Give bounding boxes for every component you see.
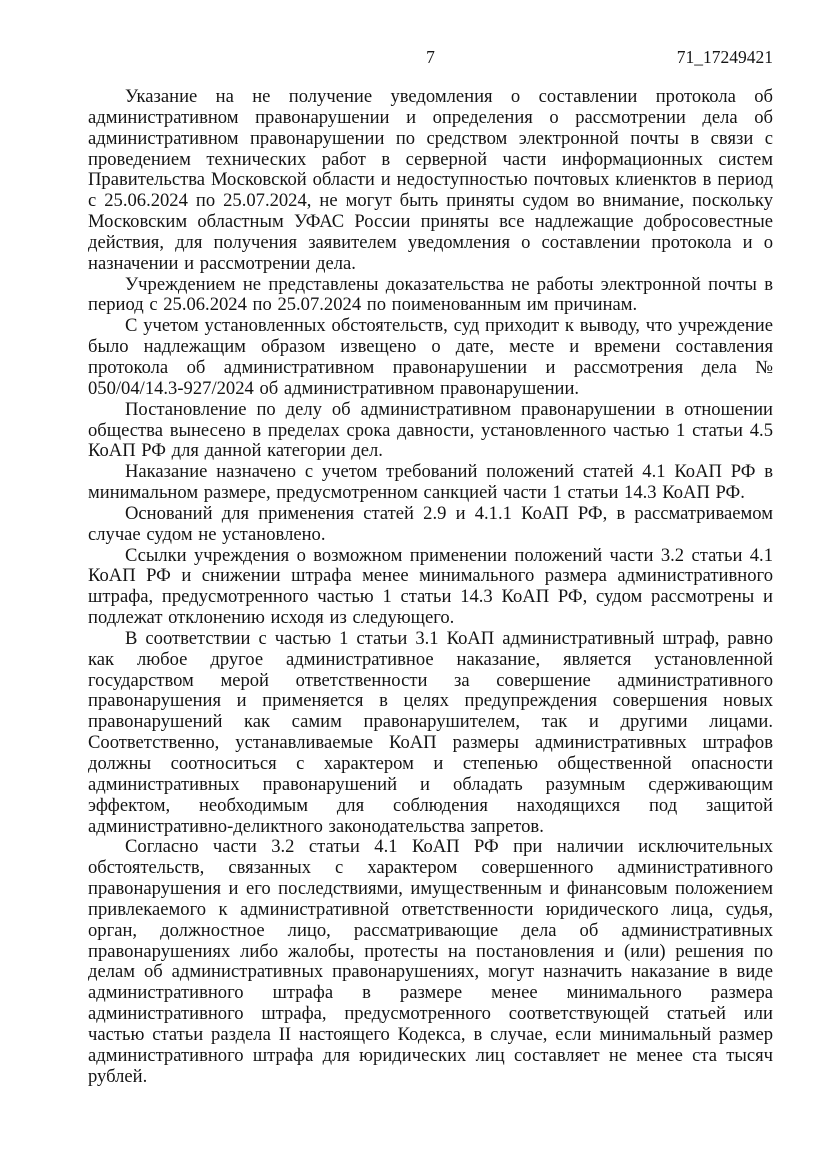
paragraph: С учетом установленных обстоятельств, суд приходит к выводу, что учреждение было надлежащим образом извещено о дате, месте и времени составления протокола об административном правонарушении и рассмотрения дела № 050/04/14.3-927/2024 об административном правонарушении. [88, 315, 773, 399]
paragraph: Наказание назначено с учетом требований положений статей 4.1 КоАП РФ в минимальном размере, предусмотренном санкцией части 1 статьи 14.3 КоАП РФ. [88, 461, 773, 504]
document-body [88, 87, 773, 1088]
document-id: 71_17249421 [676, 47, 773, 67]
document-content [88, 46, 773, 1088]
page-header [88, 46, 773, 68]
paragraph: Оснований для применения статей 2.9 и 4.1.1 КоАП РФ, в рассматриваемом случае судом не установлено. [88, 502, 773, 545]
paragraph: Постановление по делу об административном правонарушении в отношении общества вынесено в пределах срока давности, установленного частью 1 статьи 4.5 КоАП РФ для данной категории дел. [88, 398, 773, 462]
paragraph: Указание на не получение уведомления о составлении протокола об административном правонарушении и определения о рассмотрении дела об административном правонарушении по средством электронной почты в связи с проведением технических работ в серверной части информационных систем Правительства Московской области и недоступностью почтовых клиенктов в период с 25.06.2024 по 25.07.2024, не могут быть приняты судом во внимание, поскольку Московским областным УФАС России приняты все надлежащие добросовестные действия, для получения заявителем уведомления о составлении протокола и о назначении и рассмотрении дела. [88, 86, 773, 274]
paragraph: Ссылки учреждения о возможном применении положений части 3.2 статьи 4.1 КоАП РФ и снижении штрафа менее минимального размера административного штрафа, предусмотренного частью 1 статьи 14.3 КоАП РФ, судом рассмотрены и подлежат отклонению исходя из следующего. [88, 544, 773, 629]
paragraph: Согласно части 3.2 статьи 4.1 КоАП РФ при наличии исключительных обстоятельств, связанных с характером совершенного административного правонарушения и его последствиями, имущественным и финансовым положением привлекаемого к административной ответственности юридического лица, судья, орган, должностное лицо, рассматривающие дела об административных правонарушениях либо жалобы, протесты на постановления и (или) решения по делам об административных правонарушениях, могут назначить наказание в виде административного штрафа в размере менее минимального размера административного штрафа, предусмотренного соответствующей статьей или частью статьи раздела II настоящего Кодекса, в случае, если минимальный размер административного штрафа для юридических лиц составляет не менее ста тысяч рублей. [88, 836, 773, 1087]
page-number: 7 [426, 47, 435, 67]
paragraph: Учреждением не представлены доказательства не работы электронной почты в период с 25.06.2024 по 25.07.2024 по поименованным им причинам. [88, 273, 773, 316]
paragraph: В соответствии с частью 1 статьи 3.1 КоАП административный штраф, равно как любое другое административное наказание, является установленной государством мерой ответственности за совершение административного правонарушения и применяется в целях предупреждения совершения новых правонарушений как самим правонарушителем, так и другими лицами. Соответственно, устанавливаемые КоАП размеры административных штрафов должны соотноситься с характером и степенью общественной опасности административных правонарушений и обладать разумным сдерживающим эффектом, необходимым для соблюдения находящихся под защитой административно-деликтного законодательства запретов. [88, 627, 773, 837]
